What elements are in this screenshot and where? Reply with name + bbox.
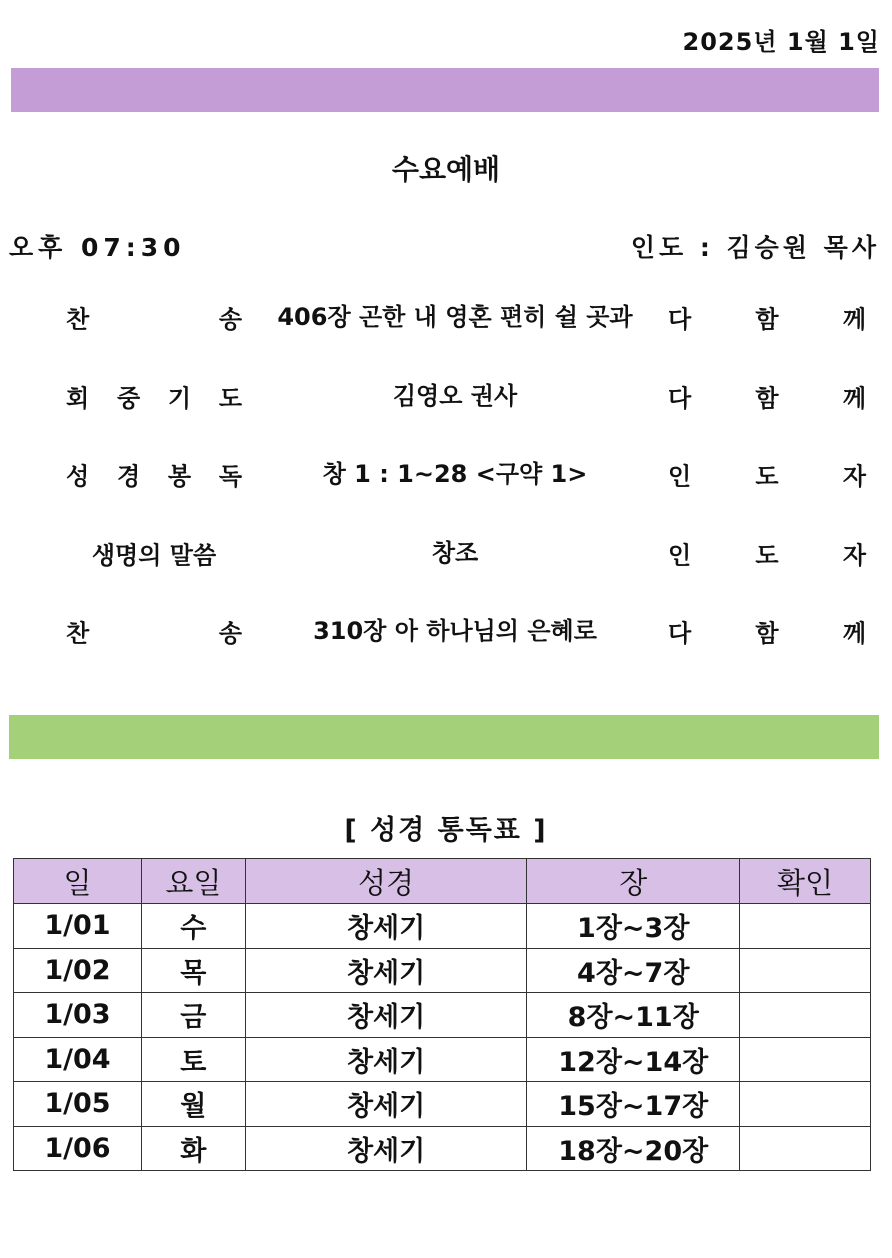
order-participant (668, 535, 866, 570)
reading-cell: 수 (141, 904, 245, 949)
order-participant-char: 함 (755, 384, 779, 413)
order-label-char: 독 (218, 462, 242, 491)
order-content: 창 1 : 1~28 <구약 1> (322, 460, 588, 489)
order-participant-char: 자 (842, 462, 866, 491)
order-participant-char: 인 (668, 541, 692, 570)
order-participant (668, 614, 866, 649)
reading-row (14, 1037, 871, 1082)
order-label-char: 생명의 말씀 (91, 541, 217, 570)
reading-cell: 4장~7장 (527, 948, 740, 993)
reading-row (14, 1082, 871, 1127)
reading-cell: 창세기 (245, 904, 527, 949)
order-label-char: 송 (218, 305, 242, 334)
order-participant-char: 인 (668, 462, 692, 491)
reading-cell: 12장~14장 (527, 1037, 740, 1082)
reading-cell: 창세기 (245, 1037, 527, 1082)
reading-cell: 금 (141, 993, 245, 1038)
reading-cell: 창세기 (245, 1126, 527, 1171)
order-label-char: 도 (218, 384, 242, 413)
order-participant-char: 다 (668, 619, 692, 648)
order-label-char: 중 (116, 384, 141, 413)
bulletin-date: 2025년 1월 1일 (682, 28, 880, 56)
reading-cell: 화 (141, 1126, 245, 1171)
service-leader: 인도 : 김승원 목사 (630, 233, 880, 262)
order-content: 310장 아 하나님의 은혜로 (313, 617, 597, 646)
order-row (0, 592, 892, 671)
purple-divider-band (11, 68, 879, 112)
order-label-char: 경 (116, 462, 141, 491)
order-row (0, 278, 892, 357)
reading-check-cell[interactable] (740, 948, 871, 993)
order-label-char: 성 (66, 462, 90, 491)
order-label-char: 찬 (66, 305, 90, 334)
reading-header-cell: 성경 (245, 859, 527, 904)
order-participant-char: 다 (668, 305, 692, 334)
reading-row (14, 948, 871, 993)
order-participant-char: 께 (842, 305, 866, 334)
reading-cell: 1/01 (14, 904, 142, 949)
order-label (66, 300, 242, 335)
reading-cell: 창세기 (245, 948, 527, 993)
order-participant-char: 도 (755, 462, 779, 491)
order-participant-char: 함 (755, 619, 779, 648)
reading-cell: 창세기 (245, 1082, 527, 1127)
reading-cell: 18장~20장 (527, 1126, 740, 1171)
order-label-char: 찬 (66, 619, 90, 648)
reading-plan-table (13, 858, 871, 1171)
order-participant-char: 다 (668, 384, 692, 413)
reading-check-cell[interactable] (740, 904, 871, 949)
service-info-row (9, 228, 880, 262)
order-content: 창조 (431, 538, 479, 567)
reading-cell: 1/04 (14, 1037, 142, 1082)
reading-plan-title: [ 성경 통독표 ] (344, 815, 548, 846)
reading-body (14, 904, 871, 1171)
order-participant-char: 께 (842, 384, 866, 413)
reading-cell: 1/06 (14, 1126, 142, 1171)
order-label-char: 봉 (167, 462, 192, 491)
reading-row (14, 1126, 871, 1171)
reading-check-cell[interactable] (740, 993, 871, 1038)
order-label-char: 기 (167, 384, 192, 413)
order-label-char: 송 (218, 619, 242, 648)
order-of-service (0, 278, 892, 671)
order-row (0, 357, 892, 436)
reading-header-cell: 장 (527, 859, 740, 904)
reading-header-cell: 확인 (740, 859, 871, 904)
reading-cell: 15장~17장 (527, 1082, 740, 1127)
order-participant-char: 께 (842, 619, 866, 648)
reading-header-cell: 요일 (141, 859, 245, 904)
reading-header-row (14, 859, 871, 904)
reading-check-cell[interactable] (740, 1082, 871, 1127)
reading-row (14, 993, 871, 1038)
reading-cell: 창세기 (245, 993, 527, 1038)
reading-cell: 1/02 (14, 948, 142, 993)
reading-check-cell[interactable] (740, 1126, 871, 1171)
reading-cell: 1장~3장 (527, 904, 740, 949)
service-title: 수요예배 (391, 153, 501, 186)
reading-cell: 8장~11장 (527, 993, 740, 1038)
reading-cell: 월 (141, 1082, 245, 1127)
order-label-char: 회 (66, 384, 90, 413)
order-participant-char: 자 (842, 541, 866, 570)
reading-check-cell[interactable] (740, 1037, 871, 1082)
order-label (66, 535, 242, 570)
reading-cell: 토 (141, 1037, 245, 1082)
order-label (66, 457, 242, 492)
reading-row (14, 904, 871, 949)
order-row (0, 435, 892, 514)
order-label (66, 378, 242, 413)
reading-cell: 1/03 (14, 993, 142, 1038)
green-divider-band (9, 715, 879, 759)
reading-cell: 목 (141, 948, 245, 993)
reading-cell: 1/05 (14, 1082, 142, 1127)
order-content: 406장 곤한 내 영혼 편히 쉴 곳과 (277, 303, 633, 332)
order-participant-char: 함 (755, 305, 779, 334)
order-participant-char: 도 (755, 541, 779, 570)
order-participant (668, 457, 866, 492)
order-participant (668, 378, 866, 413)
order-content: 김영오 권사 (392, 381, 518, 410)
reading-header-cell: 일 (14, 859, 142, 904)
order-label (66, 614, 242, 649)
service-time: 오후 07:30 (9, 233, 186, 262)
order-participant (668, 300, 866, 335)
order-row (0, 514, 892, 593)
